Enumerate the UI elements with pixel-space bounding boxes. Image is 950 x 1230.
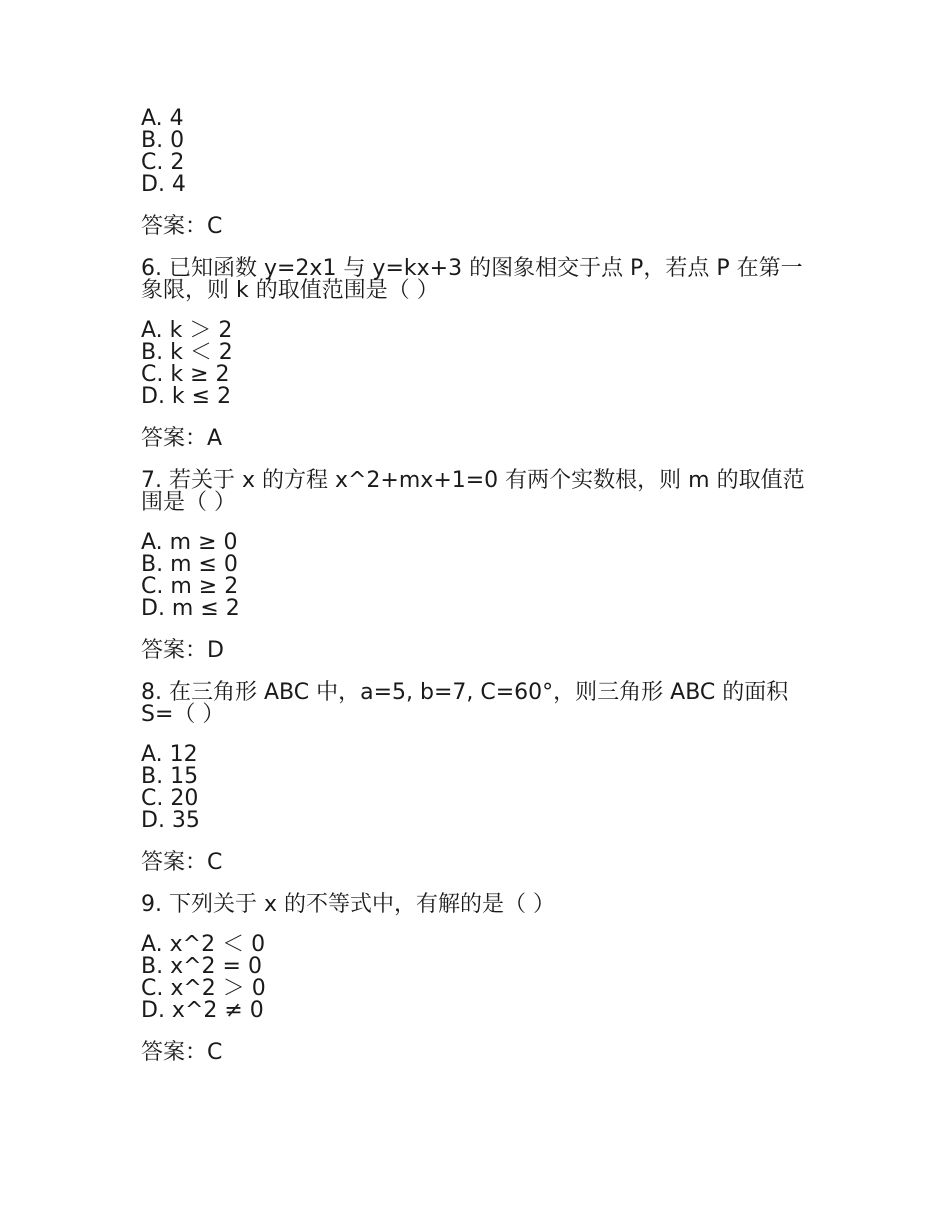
option-b: B. x^2 = 0	[141, 954, 262, 979]
option-c: C. 2	[141, 150, 185, 175]
option-b: B. 0	[141, 128, 185, 153]
option-a: A. m ≥ 0	[141, 530, 238, 555]
options-q9	[141, 934, 811, 1022]
option-d: D. 35	[141, 808, 200, 833]
option-c: C. x^2 ＞ 0	[141, 976, 266, 1001]
document-page	[141, 108, 811, 1066]
option-a: A. 4	[141, 106, 184, 131]
answer-q6: 答案：A	[141, 426, 223, 451]
answer-q5: 答案：C	[141, 214, 223, 239]
answer-q8: 答案：C	[141, 850, 223, 875]
option-d: D. k ≤ 2	[141, 384, 232, 409]
option-b: B. 15	[141, 764, 199, 789]
options-q5	[141, 108, 811, 196]
option-a: A. k ＞ 2	[141, 318, 233, 343]
question-8: 8. 在三角形 ABC 中，a=5, b=7, C=60°，则三角形 ABC 的面积 S=（ ）	[141, 680, 789, 727]
option-b: B. m ≤ 0	[141, 552, 238, 577]
option-c: C. k ≥ 2	[141, 362, 230, 387]
answer-q7: 答案：D	[141, 638, 224, 663]
option-a: A. x^2 ＜ 0	[141, 932, 266, 957]
option-c: C. m ≥ 2	[141, 574, 239, 599]
question-6: 6. 已知函数 y=2x1 与 y=kx+3 的图象相交于点 P，若点 P 在第一象限，则 k 的取值范围是（ ）	[141, 256, 803, 303]
option-d: D. m ≤ 2	[141, 596, 240, 621]
options-q6	[141, 320, 811, 408]
options-q7	[141, 532, 811, 620]
question-7: 7. 若关于 x 的方程 x^2+mx+1=0 有两个实数根，则 m 的取值范围是（ ）	[141, 468, 805, 515]
option-d: D. x^2 ≠ 0	[141, 998, 264, 1023]
question-9: 9. 下列关于 x 的不等式中，有解的是（ ）	[141, 892, 555, 917]
option-a: A. 12	[141, 742, 198, 767]
option-c: C. 20	[141, 786, 199, 811]
answer-q9: 答案：C	[141, 1040, 223, 1065]
option-d: D. 4	[141, 172, 186, 197]
option-b: B. k ＜ 2	[141, 340, 233, 365]
options-q8	[141, 744, 811, 832]
